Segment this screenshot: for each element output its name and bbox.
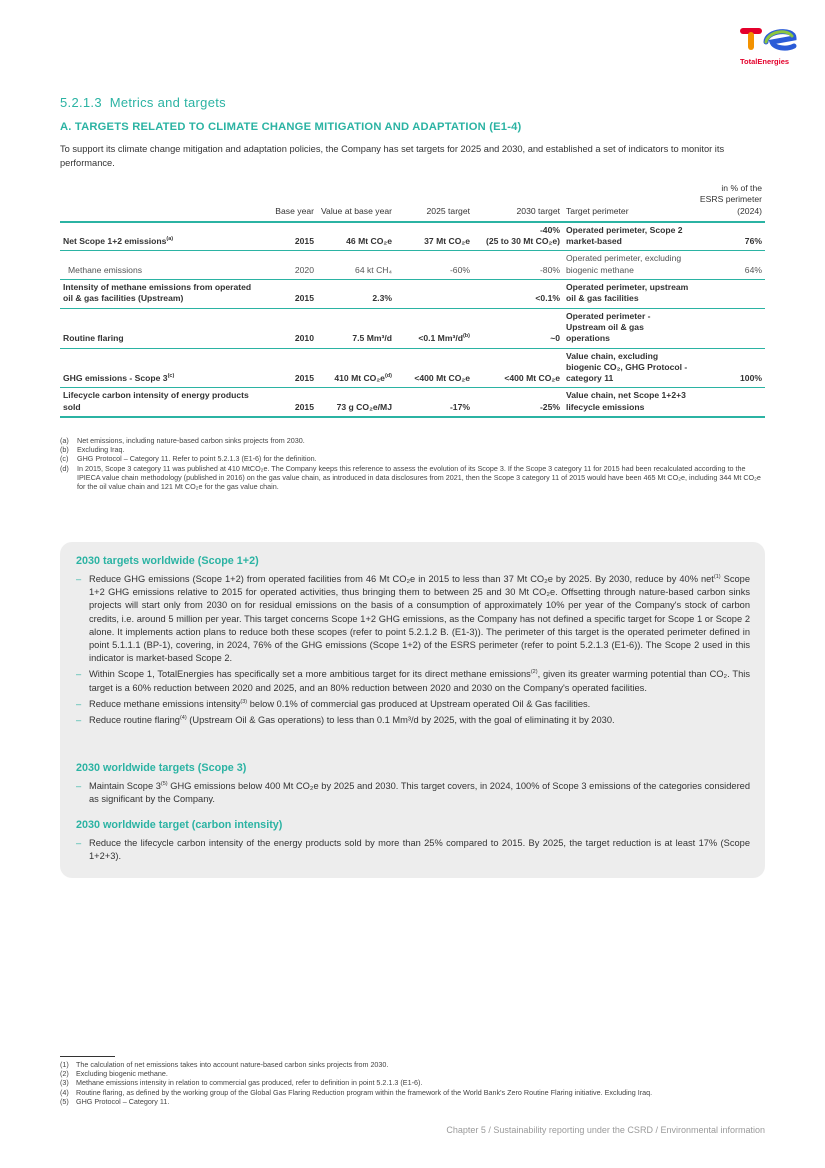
list-item: – Maintain Scope 3$^{(5)}$ GHG emissions below 400 Mt CO₂e by 2025 and 2030. This target covers, in 2024, 100% of Scope 3 emissions of the categories considered as significant by the Company.: [76, 780, 751, 805]
header-indicator: [60, 182, 260, 222]
table-row: [60, 348, 765, 388]
dash-bullet-icon: –: [76, 838, 82, 848]
list-item: – Reduce routine flaring$^{(4)}$ (Upstream Oil & Gas operations) to less than 0.1 Mm³/d by 2025, with the goal of eliminating it by 2030.: [76, 714, 750, 727]
footnote: (4) Routine flaring, as defined by the working group of the Global Gas Flaring Reduction program within the framework of the World Bank's Zero Routine Flaring initiative. Excluding Iraq.: [60, 1087, 653, 1097]
row-label: Net Scope 1+2 emissions$^{(a)}$: [60, 222, 260, 251]
table-note: (b) Excluding Iraq.: [60, 445, 125, 455]
dash-bullet-icon: –: [76, 698, 82, 709]
row-esrs-share: 64%: [693, 251, 765, 280]
footnote: (2) Excluding biogenic methane.: [60, 1069, 168, 1079]
dash-bullet-icon: –: [76, 574, 82, 584]
table-row: [60, 388, 765, 417]
footnote-divider: [60, 1056, 115, 1057]
row-base-year: 2015: [260, 222, 317, 251]
row-2025-target: <0.1 Mm³/$d^{(b)}$: [395, 308, 473, 348]
row-value: 2.3%: [317, 280, 395, 309]
row-2025-target: 37 Mt CO₂e: [395, 222, 473, 251]
row-base-year: 2020: [260, 251, 317, 280]
box-heading-carbon-intensity: 2030 worldwide target (carbon intensity): [76, 819, 283, 831]
dash-bullet-icon: –: [76, 669, 82, 680]
table-row: [60, 280, 765, 309]
row-2030-target: <0.1%: [473, 280, 563, 309]
section-title-text: Metrics and targets: [109, 95, 226, 110]
row-value: 64 kt CH₄: [317, 251, 395, 280]
row-esrs-share: [693, 280, 765, 309]
row-2030-target: <400 Mt CO₂e: [473, 348, 563, 388]
header-2030-target: 2030 target: [473, 182, 563, 222]
box-list-carbon-intensity: [76, 837, 750, 866]
row-base-year: 2010: [260, 308, 317, 348]
row-2030-target: -25%: [473, 388, 563, 417]
row-2025-target: [395, 280, 473, 309]
box-heading-scope12: 2030 targets worldwide (Scope 1+2): [76, 555, 259, 567]
section-title: [60, 95, 226, 110]
footnote: (3) Methane emissions intensity in relation to commercial gas produced, refer to definition in point 5.2.1.3 (E1-6).: [60, 1078, 423, 1088]
row-2025-target: -17%: [395, 388, 473, 417]
box-list-scope12: [76, 573, 750, 730]
header-esrs-share: in % of the ESRS perimeter (2024): [693, 182, 765, 222]
header-value-at-base-year: Value at base year: [317, 182, 395, 222]
header-2025-target: 2025 target: [395, 182, 473, 222]
row-perimeter: Operated perimeter - Upstream oil & gas operations: [563, 308, 693, 348]
table-note: (d) In 2015, Scope 3 category 11 was published at 410 MtCO₂e. The Company keeps this reference to assess the evolution of its Scope 3. If the Scope 3 category 11 for 2015 had been recalculated according to the IPIECA value chain methodology (published in 2016) on the gas value chain, as introduced in data disclosures from 2021, then the Scope 3 category 11 of 2015 would have been 465 Mt CO₂e, including 344 Mt CO₂e for the oil value chain and 121 Mt CO₂e for the gas value chain.: [60, 463, 761, 492]
table-row: [60, 251, 765, 280]
list-item: – Reduce the lifecycle carbon intensity of the energy products sold by more than 25% compared to 2015. By 2025, the target reduction is at least 17% (Scope 1+2+3).: [76, 838, 750, 862]
list-item: – Reduce GHG emissions (Scope 1+2) from operated facilities from 46 Mt CO₂e in 2015 to less than 37 Mt CO₂e by 2025. By 2030, reduce by 40% net$^{(1)}$ Scope 1+2 GHG emissions relative to 2015 for operated activities, thus bringing them to between 25 and 30 Mt CO₂e. Offsetting through nature-based carbon sinks projects will start only from 2030 on for residual emissions on the basis of a consumption of approximately 10% per year of the Company's stock of carbon credits, i.e. around 5 million per year. This target concerns Scope 1+2 GHG emissions, as the Company has not defined a specific target for Scope 1 or Scope 2 alone. It implements action plans to reduce both these scopes (refer to point 5.2.1.2 B. (E1-3)). The perimeter of this target is the operated perimeter defined in point 5.1.1.1 (BP-1), covering, in 2024, 76% of the GHG emissions (Scope 1+2) of the ESRS perimeter (refer to point 5.2.1.3 (E1-6)). The Scope 2 used in this indicator is market-based Scope 2.: [76, 573, 750, 664]
row-label: GHG emissions - Scope 3$^{(c)}$: [60, 348, 260, 388]
section-number: 5.2.1.3: [60, 95, 102, 110]
header-target-perimeter: Target perimeter: [563, 182, 693, 222]
list-item: – Reduce methane emissions intensity$^{(3)}$ below 0.1% of commercial gas produced at Upstream operated Oil & Gas facilities.: [76, 698, 750, 711]
footnotes: [60, 1060, 770, 1106]
dash-bullet-icon: –: [76, 781, 82, 791]
row-2030-target: -80%: [473, 251, 563, 280]
table-header-row: [60, 182, 765, 222]
row-perimeter: Value chain, excluding biogenic CO₂, GHG Protocol - category 11: [563, 348, 693, 388]
row-esrs-share: [693, 308, 765, 348]
row-2025-target: <400 Mt CO₂e: [395, 348, 473, 388]
row-perimeter: Value chain, net Scope 1+2+3 lifecycle emissions: [563, 388, 693, 417]
list-item: – Within Scope 1, TotalEnergies has specifically set a more ambitious target for its direct methane emissions$^{(2)}$, given its greater warming potential than CO₂. This target is a 60% reduction between 2020 and 2025, and an 80% reduction between 2020 and 2030 on the Company's operated facilities.: [76, 669, 751, 693]
table-note: (a) Net emissions, including nature-based carbon sinks projects from 2030.: [60, 436, 305, 445]
subsection-title: A. TARGETS RELATED TO CLIMATE CHANGE MITIGATION AND ADAPTATION (E1-4): [60, 121, 522, 133]
totalenergies-logo-mark-icon: [736, 22, 800, 56]
row-base-year: 2015: [260, 348, 317, 388]
intro-paragraph: To support its climate change mitigation and adaptation policies, the Company has set targets for 2025 and 2030, and established a set of indicators to monitor its performance.: [60, 144, 725, 168]
page-footer: Chapter 5 / Sustainability reporting under the CSRD / Environmental information: [446, 1125, 765, 1135]
table-row: [60, 222, 765, 251]
row-2030-target: ~0: [473, 308, 563, 348]
row-2030-target: -40% (25 to 30 Mt CO₂e): [473, 222, 563, 251]
targets-summary-box: [60, 542, 765, 878]
targets-table: [60, 182, 765, 418]
table-row: [60, 308, 765, 348]
footnote: (5) GHG Protocol – Category 11.: [60, 1096, 170, 1106]
brand-name: TotalEnergies: [740, 57, 790, 66]
row-label: Routine flaring: [60, 308, 260, 348]
box-list-scope3: [76, 780, 750, 809]
row-base-year: 2015: [260, 280, 317, 309]
row-perimeter: Operated perimeter, upstream oil & gas facilities: [563, 280, 693, 309]
row-label: Lifecycle carbon intensity of energy products sold: [60, 388, 260, 417]
row-value: 46 Mt CO₂e: [317, 222, 395, 251]
row-label: Intensity of methane emissions from operated oil & gas facilities (Upstream): [60, 280, 260, 309]
row-perimeter: Operated perimeter, Scope 2 market-based: [563, 222, 693, 251]
footnote: (1) The calculation of net emissions takes into account nature-based carbon sinks projects from 2030.: [60, 1060, 389, 1069]
row-esrs-share: 100%: [693, 348, 765, 388]
row-value: 410 Mt $CO_2e^{(d)}$: [317, 348, 395, 388]
dash-bullet-icon: –: [76, 715, 82, 726]
row-perimeter: Operated perimeter, excluding biogenic methane: [563, 251, 693, 280]
table-notes: [60, 436, 766, 491]
row-esrs-share: 76%: [693, 222, 765, 251]
box-heading-scope3: 2030 worldwide targets (Scope 3): [76, 762, 247, 774]
row-value: 7.5 Mm³/d: [317, 308, 395, 348]
row-2025-target: -60%: [395, 251, 473, 280]
row-esrs-share: [693, 388, 765, 417]
header-base-year: Base year: [260, 182, 317, 222]
table-note: (c) GHG Protocol – Category 11. Refer to point 5.2.1.3 (E1-6) for the definition.: [60, 454, 317, 464]
row-label: Methane emissions: [60, 251, 260, 280]
row-value: 73 g CO₂e/MJ: [317, 388, 395, 417]
row-base-year: 2015: [260, 388, 317, 417]
